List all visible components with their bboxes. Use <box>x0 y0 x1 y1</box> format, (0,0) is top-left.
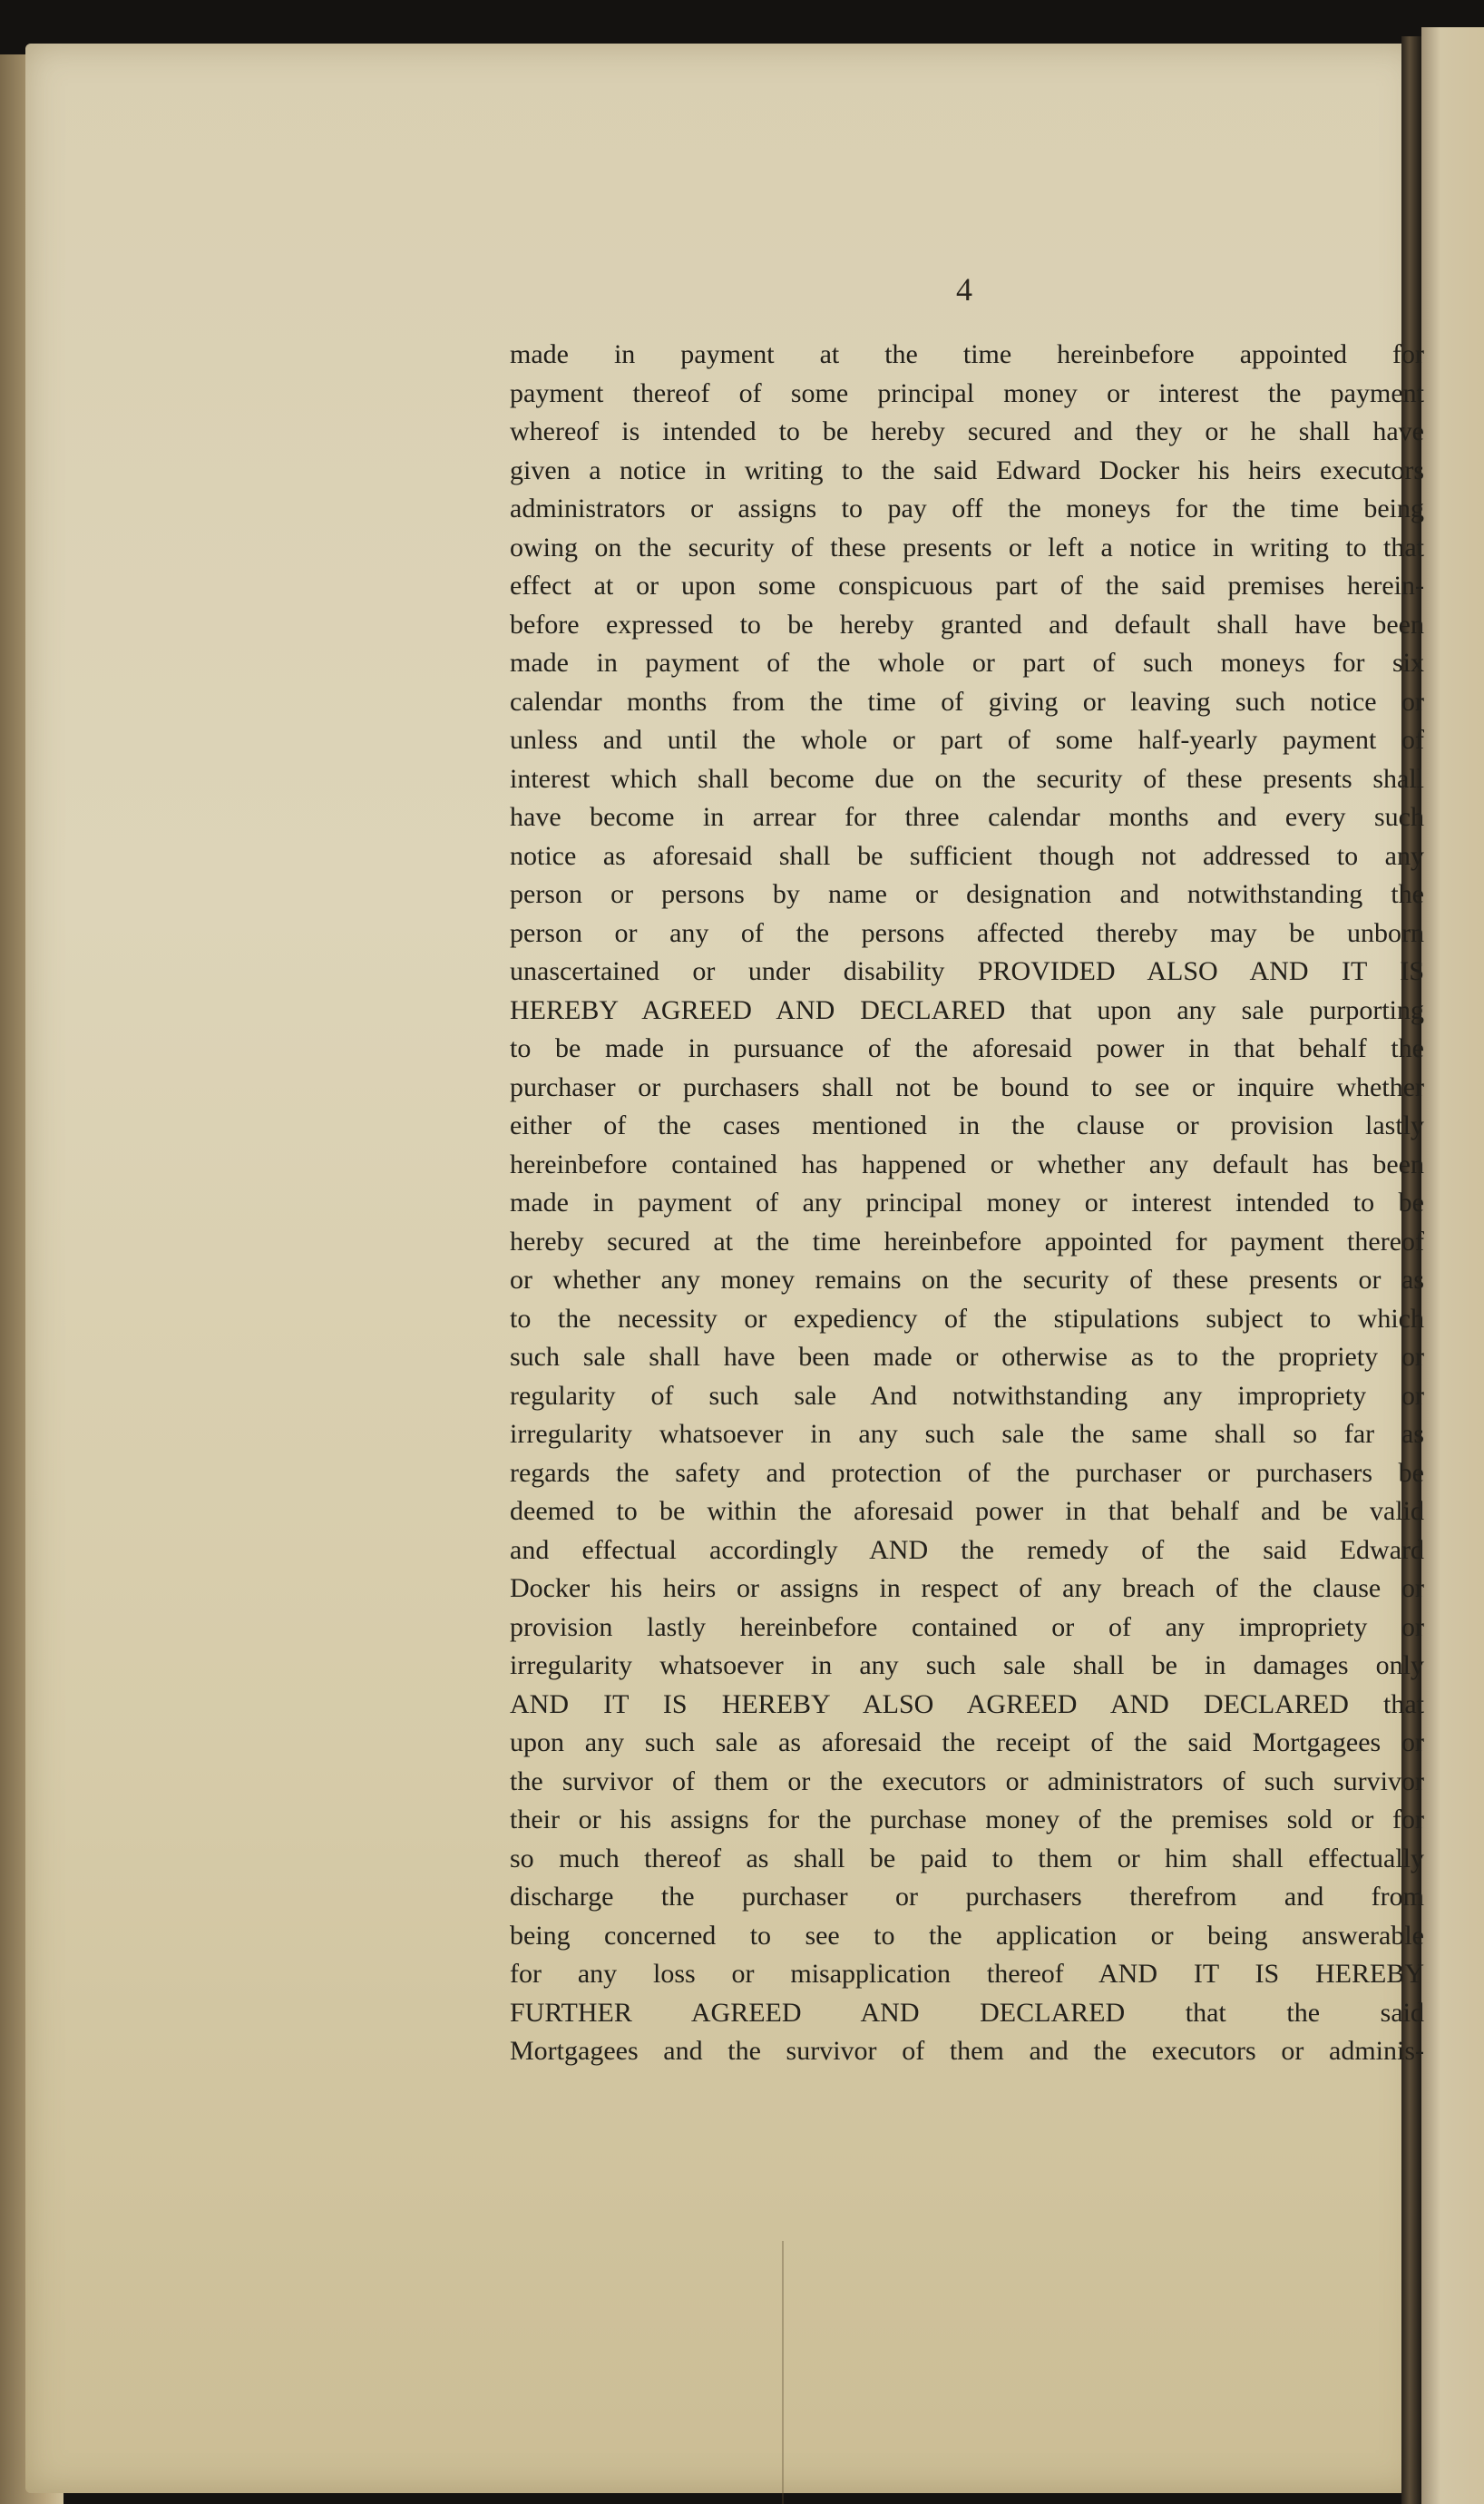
adjacent-page <box>1421 27 1484 2504</box>
text-line: notice as aforesaid shall be sufficient though not addressed to any <box>510 840 1424 871</box>
text-line: made in payment of the whole or part of such moneys for six <box>510 648 1424 678</box>
text-line: payment thereof of some principal money or interest the payment <box>510 377 1424 408</box>
text-line: FURTHER AGREED AND DECLARED that the said <box>510 1997 1424 2028</box>
text-line: the survivor of them or the executors or administrators of such survivor <box>510 1766 1424 1796</box>
text-line: provision lastly hereinbefore contained or of any impropriety or <box>510 1611 1424 1642</box>
text-line: or whether any money remains on the security of these presents or as <box>510 1265 1424 1295</box>
text-line: person or persons by name or designation and notwithstanding the <box>510 879 1424 909</box>
text-line: AND IT IS HEREBY ALSO AGREED AND DECLARED that <box>510 1688 1424 1719</box>
text-line: have become in arrear for three calendar months and every such <box>510 802 1424 832</box>
text-line: made in payment of any principal money or interest intended to be <box>510 1188 1424 1218</box>
text-line: administrators or assigns to pay off the moneys for the time being <box>510 494 1424 523</box>
text-line: before expressed to be hereby granted and default shall have been <box>510 609 1424 640</box>
text-line: irregularity whatsoever in any such sale shall be in damages only <box>510 1650 1424 1680</box>
text-line: their or his assigns for the purchase money of the premises sold or for <box>510 1805 1424 1834</box>
text-line: so much thereof as shall be paid to them or him shall effectually <box>510 1843 1424 1873</box>
text-line: deemed to be within the aforesaid power in that behalf and be valid <box>510 1496 1424 1526</box>
text-line: to be made in pursuance of the aforesaid power in that behalf the <box>510 1033 1424 1063</box>
text-line: HEREBY AGREED AND DECLARED that upon any sale purporting <box>510 994 1424 1025</box>
text-line: upon any such sale as aforesaid the receipt of the said Mortgagees or <box>510 1727 1424 1757</box>
text-line: unless and until the whole or part of some half-yearly payment of <box>510 725 1424 755</box>
text-line: hereinbefore contained has happened or whether any default has been <box>510 1149 1424 1179</box>
text-line: regularity of such sale And notwithstanding any impropriety or <box>510 1380 1424 1411</box>
text-line: and effectual accordingly AND the remedy of the said Edward <box>510 1534 1424 1565</box>
text-line: whereof is intended to be hereby secured and they or he shall have <box>510 416 1424 446</box>
page-number: 4 <box>956 271 972 308</box>
body-text <box>510 336 1424 2071</box>
paper-fold-crease <box>782 2241 784 2504</box>
text-line: owing on the security of these presents or left a notice in writing to that <box>510 532 1424 562</box>
text-line: for any loss or misapplication thereof AND IT IS HEREBY <box>510 1959 1424 1989</box>
text-line: purchaser or purchasers shall not be bound to see or inquire whether <box>510 1071 1424 1102</box>
text-line: being concerned to see to the application or being answerable <box>510 1920 1424 1951</box>
text-line: discharge the purchaser or purchasers therefrom and from <box>510 1882 1424 1912</box>
text-line: Docker his heirs or assigns in respect of any breach of the clause or <box>510 1573 1424 1603</box>
text-line: either of the cases mentioned in the clause or provision lastly <box>510 1110 1424 1140</box>
text-line: regards the safety and protection of the purchaser or purchasers be <box>510 1457 1424 1488</box>
text-line: effect at or upon some conspicuous part of the said premises herein- <box>510 571 1424 601</box>
text-line: calendar months from the time of giving or leaving such notice or <box>510 686 1424 717</box>
text-line: Mortgagees and the survivor of them and the executors or adminis- <box>510 2036 1424 2066</box>
text-line: to the necessity or expediency of the stipulations subject to which <box>510 1303 1424 1334</box>
text-line: such sale shall have been made or otherwise as to the propriety or <box>510 1342 1424 1372</box>
text-line: given a notice in writing to the said Edward Docker his heirs executors <box>510 455 1424 485</box>
text-line: hereby secured at the time hereinbefore appointed for payment thereof <box>510 1226 1424 1257</box>
text-line: irregularity whatsoever in any such sale the same shall so far as <box>510 1419 1424 1449</box>
text-line: person or any of the persons affected thereby may be unborn <box>510 917 1424 948</box>
text-line: interest which shall become due on the security of these presents shall <box>510 763 1424 794</box>
text-line: unascertained or under disability PROVIDED ALSO AND IT IS <box>510 956 1424 986</box>
text-line: made in payment at the time hereinbefore appointed for <box>510 339 1424 369</box>
